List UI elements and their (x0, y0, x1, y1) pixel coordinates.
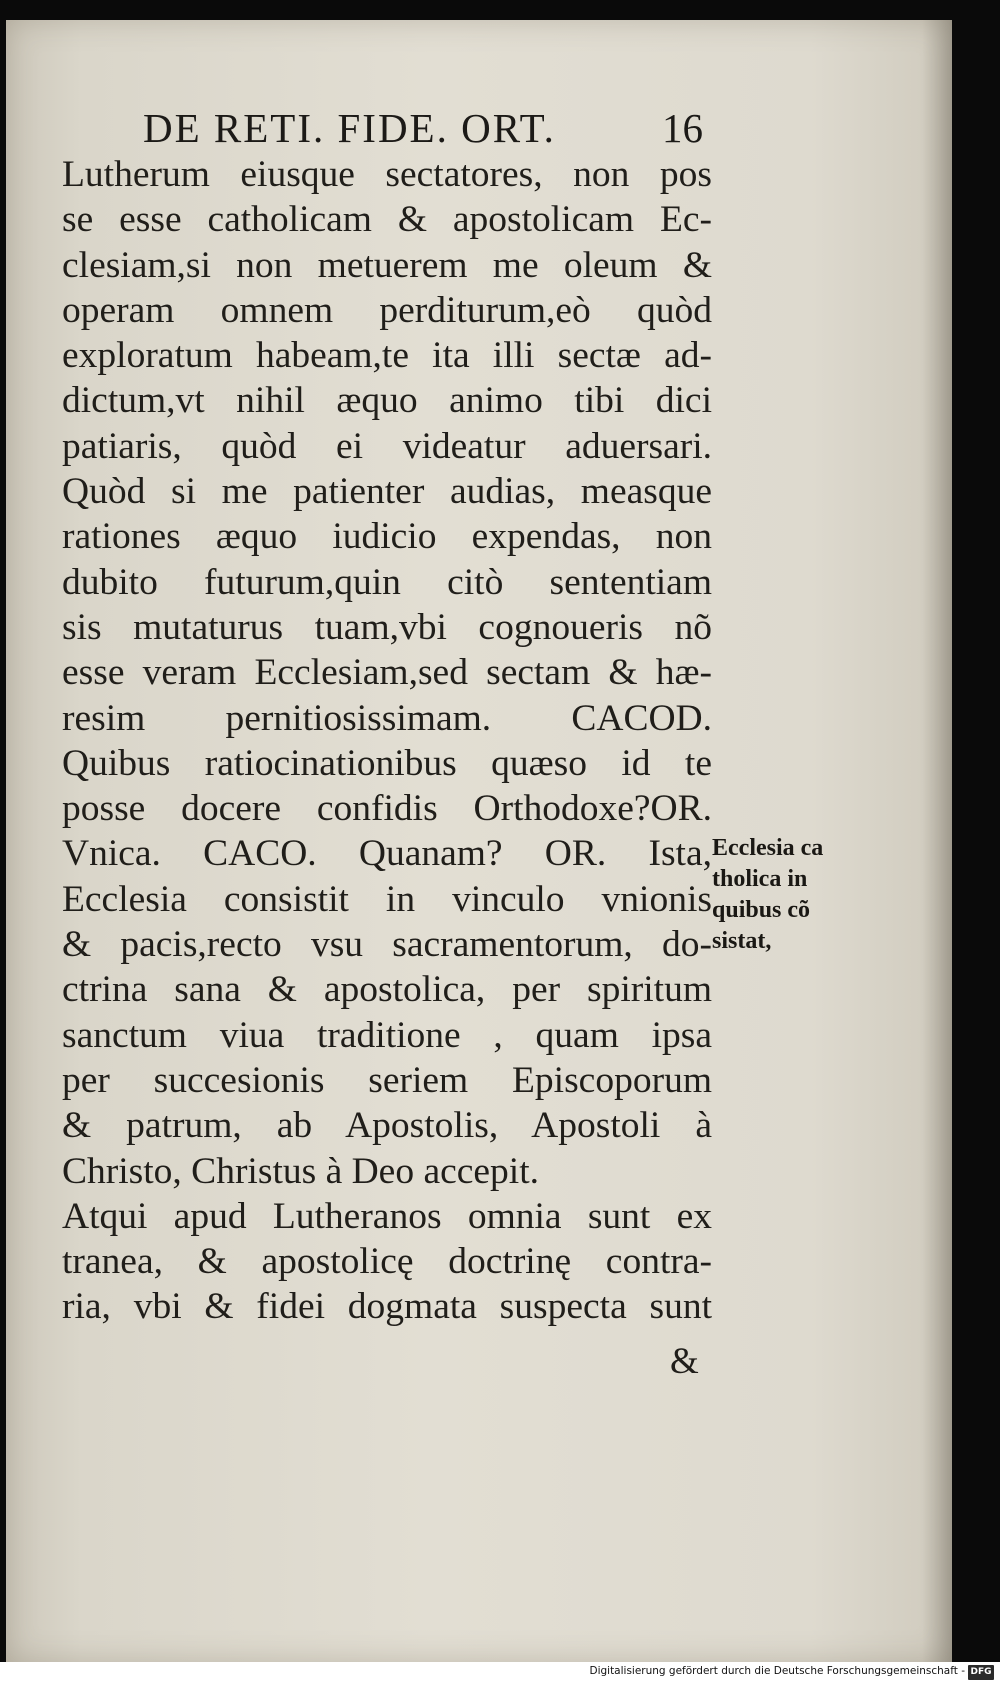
text-line: rationes æquo iudicio expendas, non (62, 516, 712, 558)
text-line: tranea, & apostolicę doctrinę contra- (62, 1241, 712, 1283)
catchword: & (670, 1341, 699, 1382)
text-line: posse docere confidis Orthodoxe?OR. (62, 788, 712, 830)
text-line: Quibus ratiocinationibus quæso id te (62, 742, 712, 784)
marginal-note-line: sistat, (712, 928, 772, 954)
marginal-note-line: quibus cõ (712, 897, 811, 923)
text-line: Quòd si me patienter audias, measque (62, 471, 712, 513)
text-line: Vnica. CACO. Quanam? OR. Ista, (62, 833, 712, 875)
text-line: esse veram Ecclesiam,sed sectam & hæ- (62, 652, 712, 694)
text-line: sanctum viua traditione , quam ipsa (62, 1014, 712, 1056)
page-header (143, 104, 703, 152)
text-line: sis mutaturus tuam,vbi cognoueris nõ (62, 606, 712, 648)
text-line: ctrina sana & apostolica, per spiritum (62, 969, 712, 1011)
page-edge-shadow (922, 20, 952, 1662)
funding-credit: Digitalisierung gefördert durch die Deutsche Forschungsgemeinschaft - (589, 1665, 965, 1677)
text-line: operam omnem perditurum,eò quòd (62, 289, 712, 331)
text-line: resim pernitiosissimam. CACOD. (62, 697, 712, 739)
dfg-logo: DFG (968, 1665, 994, 1680)
text-line: & pacis,recto vsu sacramentorum, do- (62, 924, 712, 966)
marginal-note (712, 833, 872, 957)
text-line: ria, vbi & fidei dogmata suspecta sunt (62, 1286, 712, 1328)
running-head: DE RETI. FIDE. ORT. (143, 105, 556, 151)
footer-bar (0, 1662, 1000, 1683)
marginal-note-line: tholica in (712, 866, 808, 892)
text-line: & patrum, ab Apostolis, Apostoli à (62, 1105, 712, 1147)
text-line: dubito futurum,quin citò sententiam (62, 561, 712, 603)
text-line: Ecclesia consistit in vinculo vnionis (62, 878, 712, 920)
text-line: dictum,vt nihil æquo animo tibi dici (62, 380, 712, 422)
text-line: exploratum habeam,te ita illi sectæ ad- (62, 335, 712, 377)
text-line: Atqui apud Lutheranos omnia sunt ex (62, 1195, 712, 1237)
text-line: per succesionis seriem Episcoporum (62, 1059, 712, 1101)
marginal-note-line: Ecclesia ca (712, 835, 824, 861)
text-line: Christo, Christus à Deo accepit. (62, 1150, 539, 1192)
text-line: patiaris, quòd ei videatur aduersari. (62, 425, 712, 467)
page-number: 16 (662, 105, 703, 151)
text-line: Lutherum eiusque sectatores, non pos (62, 154, 712, 195)
text-line: se esse catholicam & apostolicam Ec- (62, 199, 712, 241)
text-line: clesiam,si non metuerem me oleum & (62, 244, 712, 286)
body-text (62, 152, 712, 1330)
